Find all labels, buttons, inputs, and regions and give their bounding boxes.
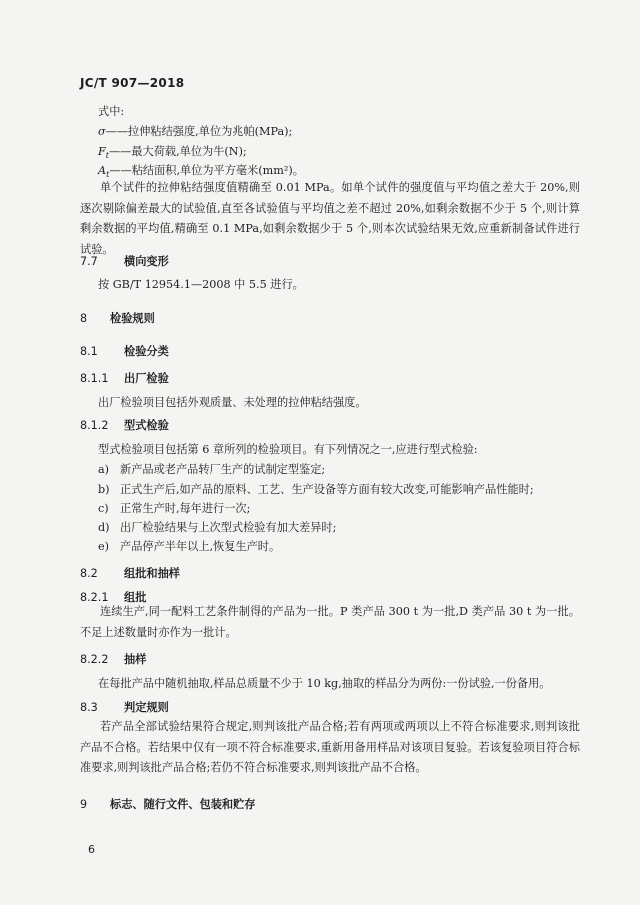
- chapter-8-heading: [80, 310, 155, 326]
- section-title: 组批: [124, 591, 147, 604]
- list-label: b): [98, 483, 110, 496]
- list-item: [98, 519, 336, 535]
- list-text: 正常生产时,每年进行一次;: [120, 502, 251, 515]
- section-8-1-2-text: 型式检验项目包括第 6 章所列的检验项目。有下列情况之一,应进行型式检验:: [98, 443, 478, 456]
- var-subscript: t: [105, 151, 109, 161]
- section-number: 8.2.1: [80, 591, 109, 604]
- list-text: 出厂检验结果与上次型式检验有加大差异时;: [120, 521, 337, 534]
- list-text: 新产品或老产品转厂生产的试制定型鉴定;: [120, 463, 326, 476]
- list-label: c): [98, 502, 109, 515]
- tensile-result-paragraph: 单个试件的拉伸粘结强度值精确至 0.01 MPa。如单个试件的强度值与平均值之差大于 20%,则逐次剔除偏差最大的试验值,直至各试验值与平均值之差不超过 20%,如剩余数据不少于 5 个,则计算剩余数据的平均值,精确至 0.1 MPa,如剩余数据少于 5 个,则本次试验结果无效,应重新制备试件进行试验。: [80, 181, 580, 256]
- list-item: [98, 481, 534, 497]
- section-8-2-heading: [80, 565, 180, 581]
- section-8-1-1-heading: [80, 370, 169, 386]
- list-label: d): [98, 521, 110, 534]
- chapter-title: 检验规则: [110, 312, 155, 325]
- section-7-7-text: 按 GB/T 12954.1—2008 中 5.5 进行。: [98, 278, 304, 291]
- section-8-2-2-heading: [80, 651, 146, 667]
- section-8-3-text: 若产品全部试验结果符合规定,则判该批产品合格;若有两项或两项以上不符合标准要求,则判该批产品不合格。若结果中仅有一项不符合标准要求,重新用备用样品对该项目复验。若该复验项目符合标准要求,则判该批产品合格;若仍不符合标准要求,则判该批产品不合格。: [80, 720, 580, 774]
- section-number: 7.7: [80, 255, 98, 268]
- section-8-2-1-text: 连续生产,同一配料工艺条件制得的产品为一批。P 类产品 300 t 为一批,D 类产品 30 t 为一批。不足上述数量时亦作为一批计。: [80, 605, 580, 639]
- standard-number: JC/T 907—2018: [80, 76, 185, 90]
- section-number: 8.1.1: [80, 372, 109, 385]
- section-number: 8.3: [80, 701, 98, 714]
- chapter-number: 9: [80, 798, 88, 811]
- list-text: 产品停产半年以上,恢复生产时。: [120, 540, 281, 553]
- chapter-title: 标志、随行文件、包装和贮存: [110, 798, 256, 811]
- chapter-number: 8: [80, 312, 88, 325]
- var-subscript: t: [106, 170, 110, 180]
- section-8-3-heading: [80, 699, 169, 715]
- var-desc: ——最大荷载,单位为牛(N);: [108, 145, 247, 158]
- section-title: 判定规则: [124, 701, 169, 714]
- chapter-9-heading: [80, 796, 255, 812]
- section-title: 抽样: [124, 653, 147, 666]
- section-8-2-2-text: 在每批产品中随机抽取,样品总质量不少于 10 kg,抽取的样品分为两份:一份试验,一份备用。: [98, 677, 551, 690]
- section-title: 检验分类: [124, 345, 169, 358]
- formula-var-f: [98, 143, 247, 160]
- list-item: [98, 538, 280, 554]
- section-number: 8.1: [80, 345, 98, 358]
- var-desc: ——粘结面积,单位为平方毫米(mm²)。: [109, 164, 304, 177]
- list-item: [98, 500, 250, 516]
- section-title: 型式检验: [124, 419, 169, 432]
- section-title: 组批和抽样: [124, 567, 180, 580]
- var-symbol: σ: [98, 125, 106, 138]
- formula-intro: 式中:: [98, 105, 125, 118]
- section-number: 8.2: [80, 567, 98, 580]
- page-number: 6: [88, 843, 95, 856]
- section-title: 横向变形: [124, 255, 169, 268]
- section-8-1-2-heading: [80, 417, 169, 433]
- section-number: 8.2.2: [80, 653, 109, 666]
- var-symbol: A: [98, 164, 107, 177]
- list-item: [98, 461, 325, 477]
- section-8-1-1-text: 出厂检验项目包括外观质量、未处理的拉伸粘结强度。: [98, 396, 367, 409]
- section-number: 8.1.2: [80, 419, 109, 432]
- var-desc: ——拉伸粘结强度,单位为兆帕(MPa);: [105, 125, 293, 138]
- formula-var-a: [98, 162, 304, 179]
- formula-var-sigma: [98, 123, 292, 139]
- section-8-1-heading: [80, 343, 169, 359]
- section-title: 出厂检验: [124, 372, 169, 385]
- var-symbol: F: [98, 145, 106, 158]
- list-label: a): [98, 463, 110, 476]
- list-text: 正式生产后,如产品的原料、工艺、生产设备等方面有较大改变,可能影响产品性能时;: [120, 483, 534, 496]
- section-7-7-heading: [80, 253, 169, 269]
- list-label: e): [98, 540, 109, 553]
